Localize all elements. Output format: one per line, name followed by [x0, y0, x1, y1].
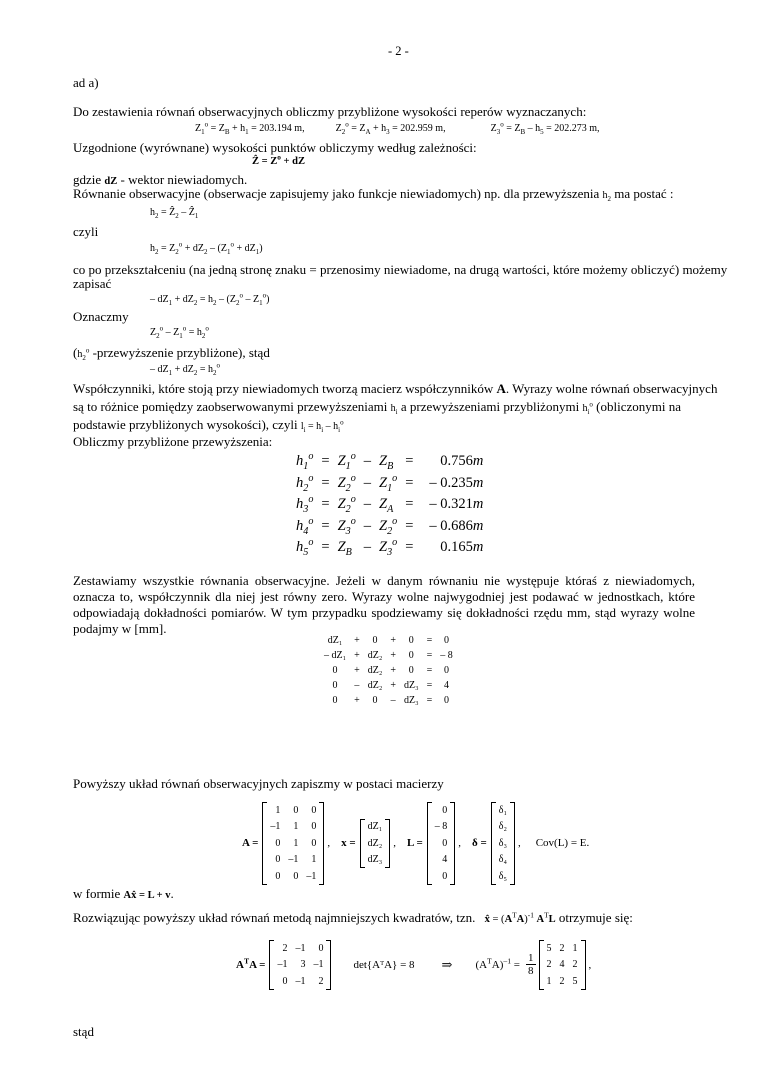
- page-number: - 2 -: [388, 44, 409, 58]
- obs-cell: dZ₂: [367, 650, 383, 661]
- matrix-ATA-row: [273, 940, 327, 957]
- htable-minus: –: [363, 539, 372, 556]
- matrix-ATA: [269, 940, 331, 990]
- formula-adjusted: Ẑ = $Z^o$ + dZ: [252, 152, 305, 167]
- obs-row: [320, 633, 457, 648]
- formula-transformed: – $dZ_1 + dZ_2 = h_2 - (Z_2^o - Z_1^o)$: [150, 291, 270, 307]
- matrix-A-cell: 0: [293, 870, 299, 882]
- matrix-inverse-cell: 5: [546, 942, 552, 954]
- htable-a: $Z_3^o$: [337, 515, 356, 537]
- htable-value: – 0.321m: [429, 496, 484, 513]
- paragraph-intro: Do zestawienia równań obserwacyjnych obliczmy przybliżone wysokości reperów wyznaczanych:: [73, 104, 587, 119]
- vector-delta-row: [495, 868, 511, 885]
- vector-delta-row: [495, 802, 511, 819]
- obs-cell: +: [390, 680, 396, 691]
- obs-cell: =: [426, 680, 433, 691]
- vector-L-row: [431, 868, 452, 885]
- obs-cell: dZ₃: [404, 680, 419, 691]
- htable-value: – 0.235m: [429, 474, 484, 491]
- paragraph-zapisac: zapisać: [73, 276, 112, 291]
- normal-matrix-row: $A^TA$ = 2 –1 0 –1 3 –1 0 –1 2 det{AᵀA} = 8 ⇒ $(A^TA)^{-1}$ = $\frac{1}{8}$ 5 2 1 2 4 2 1 2 5 ,: [232, 940, 594, 990]
- obs-cell: +: [390, 665, 396, 676]
- htable-h: $h_1^o$: [296, 451, 314, 473]
- vector-L-cell: 0: [442, 837, 448, 849]
- paragraph-coefficients: Współczynniki, które stoją przy niewiadomych tworzą macierz współczynników A. Wyrazy wolne równań obserwacyjnych: [73, 381, 718, 396]
- obs-cell: 0: [444, 665, 449, 676]
- vector-L-row: [431, 852, 452, 869]
- matrix-A-cell: –1: [288, 854, 299, 866]
- matrix-inverse-row: [543, 973, 582, 990]
- matrix-A-cell: 0: [275, 837, 281, 849]
- unit: m: [472, 474, 484, 491]
- vector-delta: [491, 802, 515, 885]
- matrix-inverse-cell: 2: [546, 959, 552, 971]
- obs-cell: =: [426, 635, 433, 646]
- formula-approx-diff: $Z_2^o - Z_1^o = h_2^o$: [150, 324, 209, 340]
- matrix-A-cell: 1: [293, 837, 299, 849]
- label-ATA: $A^TA$ =: [236, 956, 266, 971]
- matrix-inverse-cell: 1: [546, 975, 552, 987]
- matrix-inverse: [539, 940, 586, 990]
- formula-final: – $dZ_1 + dZ_2 = h_2^o$: [150, 361, 220, 377]
- vector-L-row: [431, 802, 452, 819]
- htable-b: $Z_1^o$: [379, 472, 398, 494]
- htable-b: $Z_A$: [379, 496, 394, 516]
- paragraph-basis: podstawie przybliżonych wysokości), czyli $l_i = h_i - h_i^o$: [73, 417, 344, 434]
- vector-delta-row: [495, 819, 511, 836]
- matrix-inverse-cell: 5: [572, 975, 578, 987]
- matrix-A-cell: 0: [311, 804, 317, 816]
- matrix-ATA-row: [273, 973, 327, 990]
- covariance: Cov(L) = E.: [535, 837, 590, 850]
- htable-a: $Z_1^o$: [337, 451, 356, 473]
- vector-x-cell: dZ₂: [367, 837, 383, 849]
- htable-row: [292, 516, 487, 538]
- htable-eq2: =: [405, 474, 414, 491]
- matrix-inverse-row: [543, 940, 582, 957]
- obs-cell: =: [426, 650, 433, 661]
- unit: m: [472, 496, 484, 513]
- matrix-A-cell: –1: [270, 821, 281, 833]
- htable-eq: =: [321, 517, 330, 534]
- matrix-ATA-cell: 3: [300, 959, 306, 971]
- formula-h2: $h_2$ = Ẑ$_2$ – Ẑ$_1$: [150, 207, 199, 220]
- obs-cell: 0: [372, 635, 378, 646]
- obs-cell: +: [390, 635, 396, 646]
- matrix-inverse-cell: 2: [559, 975, 565, 987]
- obs-cell: 0: [372, 695, 378, 706]
- matrix-A-row: [266, 835, 320, 852]
- matrix-ATA-cell: 2: [318, 975, 324, 987]
- vector-L-cell: 0: [442, 804, 448, 816]
- obs-cell: 0: [332, 665, 338, 676]
- obs-cell: 0: [332, 680, 338, 691]
- obs-cell: +: [390, 650, 396, 661]
- vector-delta-row: [495, 852, 511, 869]
- obs-cell: –: [390, 695, 396, 706]
- matrix-ATA-cell: –1: [277, 959, 288, 971]
- vector-delta-cell: δ₃: [498, 837, 507, 849]
- obs-cell: 0: [408, 665, 414, 676]
- obs-cell: 0: [444, 635, 449, 646]
- heading: ad a): [73, 75, 99, 90]
- obs-cell: =: [426, 695, 433, 706]
- matrix-ATA-cell: –1: [313, 959, 324, 971]
- htable-eq: =: [321, 474, 330, 491]
- htable-value: 0.165m: [440, 539, 484, 556]
- formula-h2-expanded: $h_2 = Z_2^o + dZ_2 - (Z_1^o + dZ_1)$: [150, 240, 263, 256]
- approx-heights: $Z_1^o = Z_B + h_1 = 203.194$ m, $Z_2^o = Z_A + h_3 = 202.959$ m, $Z_3^o = Z_B - h_5 = 202.273$ m,: [195, 120, 600, 136]
- obs-cell: 0: [332, 695, 338, 706]
- matrix-A-row: [266, 819, 320, 836]
- htable-h: $h_3^o$: [296, 494, 314, 516]
- htable-eq2: =: [405, 453, 414, 470]
- unit: m: [472, 453, 484, 470]
- obs-cell: +: [354, 695, 360, 706]
- htable-a: $Z_2^o$: [337, 494, 356, 516]
- matrix-inverse-cell: 4: [559, 959, 565, 971]
- paragraph-adjusted: Uzgodnione (wyrównane) wysokości punktów obliczymy według zależności:: [73, 140, 477, 155]
- matrix-A-row: [266, 868, 320, 885]
- vector-L-row: [431, 819, 452, 836]
- obs-cell: dZ₂: [367, 665, 383, 676]
- htable-h: $h_5^o$: [296, 537, 314, 559]
- matrix-A-row: [266, 802, 320, 819]
- matrix-inverse-row: [543, 957, 582, 974]
- vector-L-cell: 4: [442, 854, 448, 866]
- paragraph-observation: Równanie obserwacyjne (obserwacje zapisujemy jako funkcje niewiadomych) np. dla przewyższenia $h_2$ ma postać :: [73, 186, 674, 203]
- matrix-A-cell: 0: [275, 870, 281, 882]
- unit: m: [472, 517, 484, 534]
- observation-equations: [320, 633, 457, 708]
- label-A: A =: [242, 837, 259, 850]
- vector-x: [360, 819, 391, 869]
- htable-b: $Z_3^o$: [379, 537, 398, 559]
- determinant: det{AᵀA} = 8: [353, 958, 415, 971]
- vector-x-cell: dZ₁: [367, 821, 383, 833]
- htable-minus: –: [363, 453, 372, 470]
- paragraph-matrix-form: Powyższy układ równań obserwacyjnych zapiszmy w postaci macierzy: [73, 776, 444, 791]
- paragraph-approx-def: ($h_2^o$ -przewyższenie przybliżone), stąd: [73, 345, 270, 362]
- obs-cell: 0: [408, 650, 414, 661]
- matrix-A-cell: 0: [311, 821, 317, 833]
- label-x: x =: [341, 837, 356, 850]
- vector-x-row: [364, 852, 387, 869]
- htable-a: $Z_B$: [337, 539, 352, 559]
- matrix-ATA-cell: 2: [282, 942, 288, 954]
- htable-row: [292, 494, 487, 516]
- paragraph-summary: Zestawiamy wszystkie równania obserwacyjne. Jeżeli w danym równaniu nie występuje któraś z niewiadomych, oznacza to, współczynnik dla niej jest równy zero. Wyrazy wolne najwygodniej jest podawać w jednostkach, które odpowiadają dokładności pomiarów. W tym przypadku spodziewamy się dokładności rzędu mm, stąd wyrazy wolne podajmy w [mm].: [73, 573, 695, 636]
- htable-value: – 0.686m: [429, 517, 484, 534]
- vector-delta-cell: δ₄: [498, 854, 507, 866]
- paragraph-stad: stąd: [73, 1024, 94, 1039]
- htable-minus: –: [363, 474, 372, 491]
- matrix-ATA-cell: 0: [282, 975, 288, 987]
- vector-L-row: [431, 835, 452, 852]
- vector-delta-row: [495, 835, 511, 852]
- matrix-A-cell: 1: [311, 854, 317, 866]
- vector-L: [427, 802, 456, 885]
- vector-x-row: [364, 819, 387, 836]
- vector-L-cell: 0: [442, 870, 448, 882]
- htable-value: 0.756m: [440, 453, 484, 470]
- approx-height-diff-table: [292, 451, 487, 559]
- vector-x-row: [364, 835, 387, 852]
- obs-cell: dZ₃: [404, 695, 419, 706]
- htable-a: $Z_2^o$: [337, 472, 356, 494]
- label-delta: δ =: [472, 837, 487, 850]
- matrix-A-cell: 1: [275, 804, 281, 816]
- htable-eq2: =: [405, 539, 414, 556]
- matrix-A-cell: 0: [293, 804, 299, 816]
- htable-b: $Z_B$: [379, 453, 394, 473]
- htable-row: [292, 451, 487, 473]
- paragraph-czyli: czyli: [73, 224, 99, 239]
- obs-row: [320, 693, 457, 708]
- paragraph-form: w formie Ax̂ = L + v.: [73, 886, 174, 901]
- paragraph-where: gdzie dZ - wektor niewiadomych.: [73, 172, 248, 187]
- obs-cell: – dZ₁: [324, 650, 347, 661]
- htable-eq: =: [321, 453, 330, 470]
- obs-cell: 0: [408, 635, 414, 646]
- matrix-A: [262, 802, 324, 885]
- obs-cell: +: [354, 665, 360, 676]
- paragraph-oznaczmy: Oznaczmy: [73, 309, 129, 324]
- htable-h: $h_4^o$: [296, 515, 314, 537]
- htable-minus: –: [363, 496, 372, 513]
- paragraph-lsq: Rozwiązując powyższy układ równań metodą najmniejszych kwadratów, tzn. x̂ = $(A^TA)^{-1}$ $A^TL$ otrzymuje się:: [73, 910, 633, 925]
- htable-b: $Z_2^o$: [379, 515, 398, 537]
- vector-delta-cell: δ₂: [498, 821, 507, 833]
- matrix-A-row: [266, 852, 320, 869]
- matrix-inverse-cell: 2: [559, 942, 565, 954]
- paragraph-compute: Obliczmy przybliżone przewyższenia:: [73, 434, 273, 449]
- obs-cell: 4: [444, 680, 449, 691]
- obs-row: [320, 648, 457, 663]
- obs-cell: dZ₁: [327, 635, 343, 646]
- obs-cell: – 8: [440, 650, 453, 661]
- implies-arrow: ⇒: [441, 956, 453, 972]
- vector-L-cell: – 8: [434, 821, 448, 833]
- htable-row: [292, 537, 487, 559]
- matrix-A-cell: –1: [306, 870, 317, 882]
- htable-row: [292, 473, 487, 495]
- unit: m: [472, 539, 484, 556]
- htable-eq2: =: [405, 496, 414, 513]
- matrix-A-cell: 0: [275, 854, 281, 866]
- label-inverse: $(A^TA)^{-1}$ =: [475, 956, 521, 971]
- obs-cell: +: [354, 650, 360, 661]
- matrix-ATA-cell: 0: [318, 942, 324, 954]
- paragraph-free-terms: są to różnice pomiędzy zaobserwowanymi przewyższeniami $h_i$ a przewyższeniami przybliżonymi $h_i^o$ (obliczonymi na: [73, 399, 681, 416]
- obs-cell: dZ₂: [367, 680, 383, 691]
- matrix-ATA-cell: –1: [295, 975, 306, 987]
- obs-cell: +: [354, 635, 360, 646]
- matrix-A-cell: 1: [293, 821, 299, 833]
- htable-minus: –: [363, 517, 372, 534]
- label-L: L =: [407, 837, 423, 850]
- htable-eq: =: [321, 539, 330, 556]
- matrix-row: A = 1 0 0 –1 1 0 0 1 0 0 –1 1 0 0 –1 , x = dZ₁ dZ₂ dZ₃ , L = 0 – 8 0 4 0 , δ = δ₁ δ₂ δ₃ δ₄ δ₅ , Cov(L) = E.: [238, 802, 592, 885]
- vector-delta-cell: δ₅: [498, 870, 507, 882]
- obs-row: [320, 678, 457, 693]
- htable-h: $h_2^o$: [296, 472, 314, 494]
- matrix-ATA-row: [273, 957, 327, 974]
- htable-eq: =: [321, 496, 330, 513]
- obs-cell: 0: [444, 695, 449, 706]
- obs-row: [320, 663, 457, 678]
- obs-cell: –: [354, 680, 360, 691]
- paragraph-transform: co po przekształceniu (na jedną stronę znaku = przenosimy niewiadome, na drugą wartości, które możemy obliczyć) możemy: [73, 262, 728, 277]
- matrix-inverse-cell: 2: [572, 959, 578, 971]
- obs-cell: =: [426, 665, 433, 676]
- vector-x-cell: dZ₃: [367, 854, 383, 866]
- matrix-ATA-cell: –1: [295, 942, 306, 954]
- matrix-A-cell: 0: [311, 837, 317, 849]
- inverse-factor: $\frac{1}{8}$: [528, 952, 534, 978]
- matrix-inverse-cell: 1: [572, 942, 578, 954]
- htable-eq2: =: [405, 517, 414, 534]
- vector-delta-cell: δ₁: [498, 804, 507, 816]
